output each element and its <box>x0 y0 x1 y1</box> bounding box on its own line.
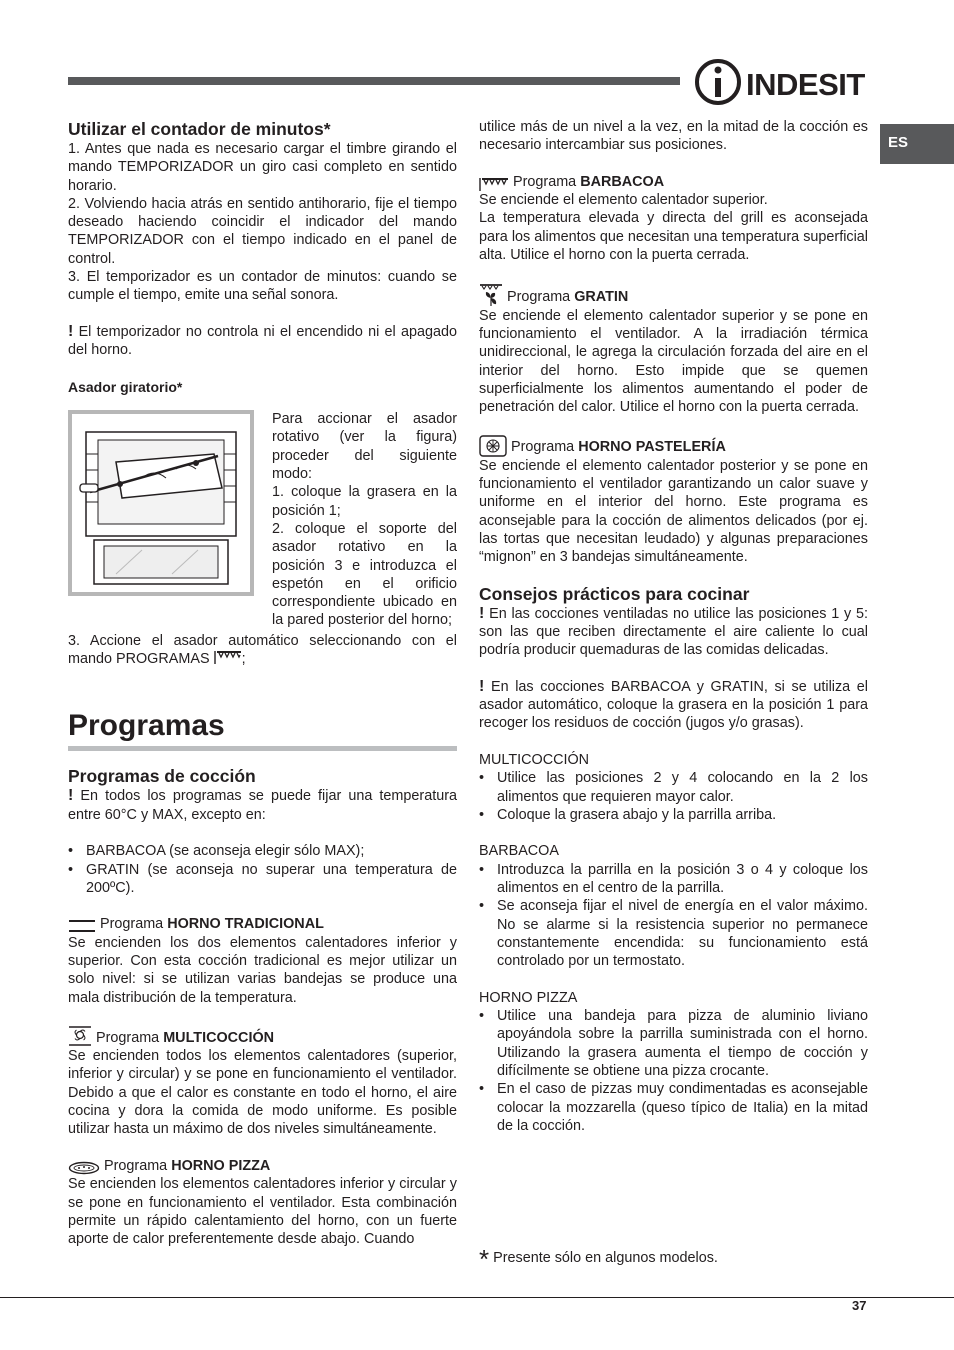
program-tradicional-heading: Programa HORNO TRADICIONAL <box>68 915 457 933</box>
program-pizza-continued: utilice más de un nivel a la vez, en la mitad de la cocción es necesario intercambiar sus posiciones. <box>479 119 868 154</box>
spit-step-3: 3. Accione el asador automático seleccionando con el mando PROGRAMAS ; <box>68 632 457 668</box>
tip-pizza-list <box>479 1007 868 1135</box>
list-item: • Coloque la grasera abajo y la parrilla arriba. <box>479 806 868 824</box>
multicooking-fan-icon <box>68 1025 92 1047</box>
list-item: • GRATIN (se aconseja no superar una temperatura de 200ºC). <box>68 861 457 898</box>
spit-section <box>68 410 457 630</box>
traditional-oven-icon <box>68 918 96 934</box>
timer-warning: ! El temporizador no controla ni el encendido ni el apagado del horno. <box>68 322 457 359</box>
program-gratin-text: Se enciende el elemento calentador superior y se pone en funcionamiento el ventilador. A la irradiación térmica unidireccional, le agrega la circulación forzada del aire en el interior del horno. Esto impide que se quemen superficialmente los alimentos aumentando el poder de penetración del calor. Utilice el horno con la puerta cerrada. <box>479 307 868 416</box>
page-number: 37 <box>852 1298 867 1313</box>
program-multi-heading: Programa MULTICOCCIÓN <box>68 1025 457 1047</box>
program-name: MULTICOCCIÓN <box>163 1029 275 1046</box>
program-name: HORNO PASTELERÍA <box>578 439 726 456</box>
footnote: * Presente sólo en algunos modelos. <box>479 1244 718 1274</box>
tip-multi-list <box>479 769 868 824</box>
timer-step-3: 3. El temporizador es un contador de minutos: cuando se cumple el tiempo, emite una señal sonora. <box>68 269 457 304</box>
warning-mark: ! <box>68 322 74 340</box>
tip-2: ! En las cocciones BARBACOA y GRATIN, si se utiliza el asador automático, coloque la grasera en la posición 1 para recoger los residuos de cocción (jugos y/o grasas). <box>479 677 869 732</box>
program-barbacoa-heading: Programa BARBACOA <box>479 173 868 191</box>
program-gratin-heading: Programa GRATIN <box>479 283 868 307</box>
tip-pizza-title: HORNO PIZZA <box>479 989 578 1006</box>
spit-instructions <box>272 410 457 630</box>
timer-step-1: 1. Antes que nada es necesario cargar el timbre girando el mando TEMPORIZADOR un giro casi completo en sentido horario. <box>68 141 457 194</box>
programs-exceptions-list <box>68 842 457 897</box>
footer-rule <box>0 1297 954 1298</box>
program-name: HORNO TRADICIONAL <box>167 916 324 933</box>
program-pizza-heading: Programa HORNO PIZZA <box>68 1157 457 1175</box>
right-column <box>479 118 868 1135</box>
footnote-star: * <box>479 1244 490 1274</box>
list-item: • BARBACOA (se aconseja elegir sólo MAX); <box>68 842 457 860</box>
spit-step-1: 1. coloque la grasera en la posición 1; <box>272 484 457 519</box>
tip-barb-list <box>479 861 868 971</box>
spit-step-2: 2. coloque el soporte del asador rotativo en la posición 3 e introduzca el espetón en el orificio correspondiente ubicado en la pared posterior del horno; <box>272 520 457 629</box>
timer-step-2: 2. Volviendo hacia atrás en sentido antihorario, fije el tiempo deseado haciendo coincidir el indicador del mando TEMPORIZADOR con el tiempo indicado en el panel de control. <box>68 195 457 267</box>
spit-intro: Para accionar el asador rotativo (ver la figura) proceder del siguiente modo: <box>272 411 457 483</box>
programs-intro: ! En todos los programas se puede fijar una temperatura entre 60°C y MAX, excepto en: <box>68 787 457 823</box>
program-tradicional-text: Se encienden los dos elementos calentadores inferior y superior. Con esta cocción tradicional es mejor utilizar un solo nivel: si se utilizan varias bandejas se produce una mala distribución de la temperatura. <box>68 934 457 1006</box>
left-column <box>68 118 457 1248</box>
timer-title: Utilizar el contador de minutos* <box>68 119 331 139</box>
programs-subtitle: Programas de cocción <box>68 766 256 787</box>
gratin-fan-icon <box>479 283 503 307</box>
spit-title: Asador giratorio* <box>68 378 183 395</box>
program-barbacoa-text-2: La temperatura elevada y directa del grill es aconsejada para los alimentos que necesitan una temperatura superficial alta. Utilice el horno con la puerta cerrada. <box>479 210 868 264</box>
program-pasteleria-heading: Programa HORNO PASTELERÍA <box>479 435 868 457</box>
program-pasteleria-text: Se enciende el elemento calentador posterior y se pone en funcionamiento el ventilador garantizando un calor suave y uniforme en el interior del horno. Este programa es aconsejable para la cocción de alimentos delicados (por ej. las tortas que necesitan leudado) y algunas preparaciones “mignon” en 3 bandejas simultáneamente. <box>479 457 868 566</box>
list-item: • Se aconseja fijar el nivel de energía en el valor máximo. No se alarme si la resistencia superior no permanece constantemente encendida: su funcionamiento está controlado por un termostato. <box>479 897 868 970</box>
list-item: • Utilice una bandeja para pizza de aluminio liviano apoyándola sobre la parrilla suministrada con el horno. Utilizando la grasera aumenta el tiempo de cocción y difícilmente se obtiene una pizza crocante. <box>479 1007 868 1080</box>
tip-1: ! En las cocciones ventiladas no utilice las posiciones 1 y 5: son las que reciben directamente el aire caliente lo cual podría producir quemaduras de las comidas delicadas. <box>479 604 868 659</box>
program-barbacoa-text-1: Se enciende el elemento calentador superior. <box>479 192 768 209</box>
tips-title: Consejos prácticos para cocinar <box>479 583 750 604</box>
list-item: • Utilice las posiciones 2 y 4 colocando en la 2 los alimentos que requieren mayor calor. <box>479 769 868 806</box>
program-pizza-text: Se encienden los elementos calentadores inferior y circular y se pone en funcionamiento el ventilador. Esta combinación permite un rápido calentamiento del horno, con un fuerte aporte de calor preferentemente desde abajo. Cuando <box>68 1176 457 1248</box>
list-item: • En el caso de pizzas muy condimentadas es aconsejable colocar la mozzarella (queso típico de Italia) en la mitad de la cocción. <box>479 1080 868 1135</box>
brand-name: INDESIT <box>746 67 865 102</box>
program-name: BARBACOA <box>580 173 665 190</box>
pizza-icon <box>68 1161 100 1175</box>
program-name: GRATIN <box>574 289 629 306</box>
tip-multi-title: MULTICOCCIÓN <box>479 751 590 768</box>
pastry-oven-icon <box>479 435 507 457</box>
program-name: HORNO PIZZA <box>171 1157 271 1174</box>
oven-spit-illustration <box>68 410 254 596</box>
program-multi-text: Se encienden todos los elementos calentadores (superior, inferior y circular) y se pone en funcionamiento el ventilador. Debido a que el calor es constante en todo el horno, el aire cocina y dora la comida de modo uniforme. Es posible utilizar hasta un máximo de dos niveles simultáneamente. <box>68 1048 457 1138</box>
language-tab: ES <box>880 124 954 164</box>
barbecue-icon <box>479 177 509 191</box>
barbecue-icon <box>214 650 242 664</box>
list-item: • Introduzca la parrilla en la posición 3 o 4 y coloque los alimentos en el centro de la parrilla. <box>479 861 868 898</box>
header-rule <box>68 77 680 85</box>
programs-title: Programas <box>68 708 457 751</box>
indesit-logo <box>694 58 870 106</box>
tip-barb-title: BARBACOA <box>479 843 559 860</box>
